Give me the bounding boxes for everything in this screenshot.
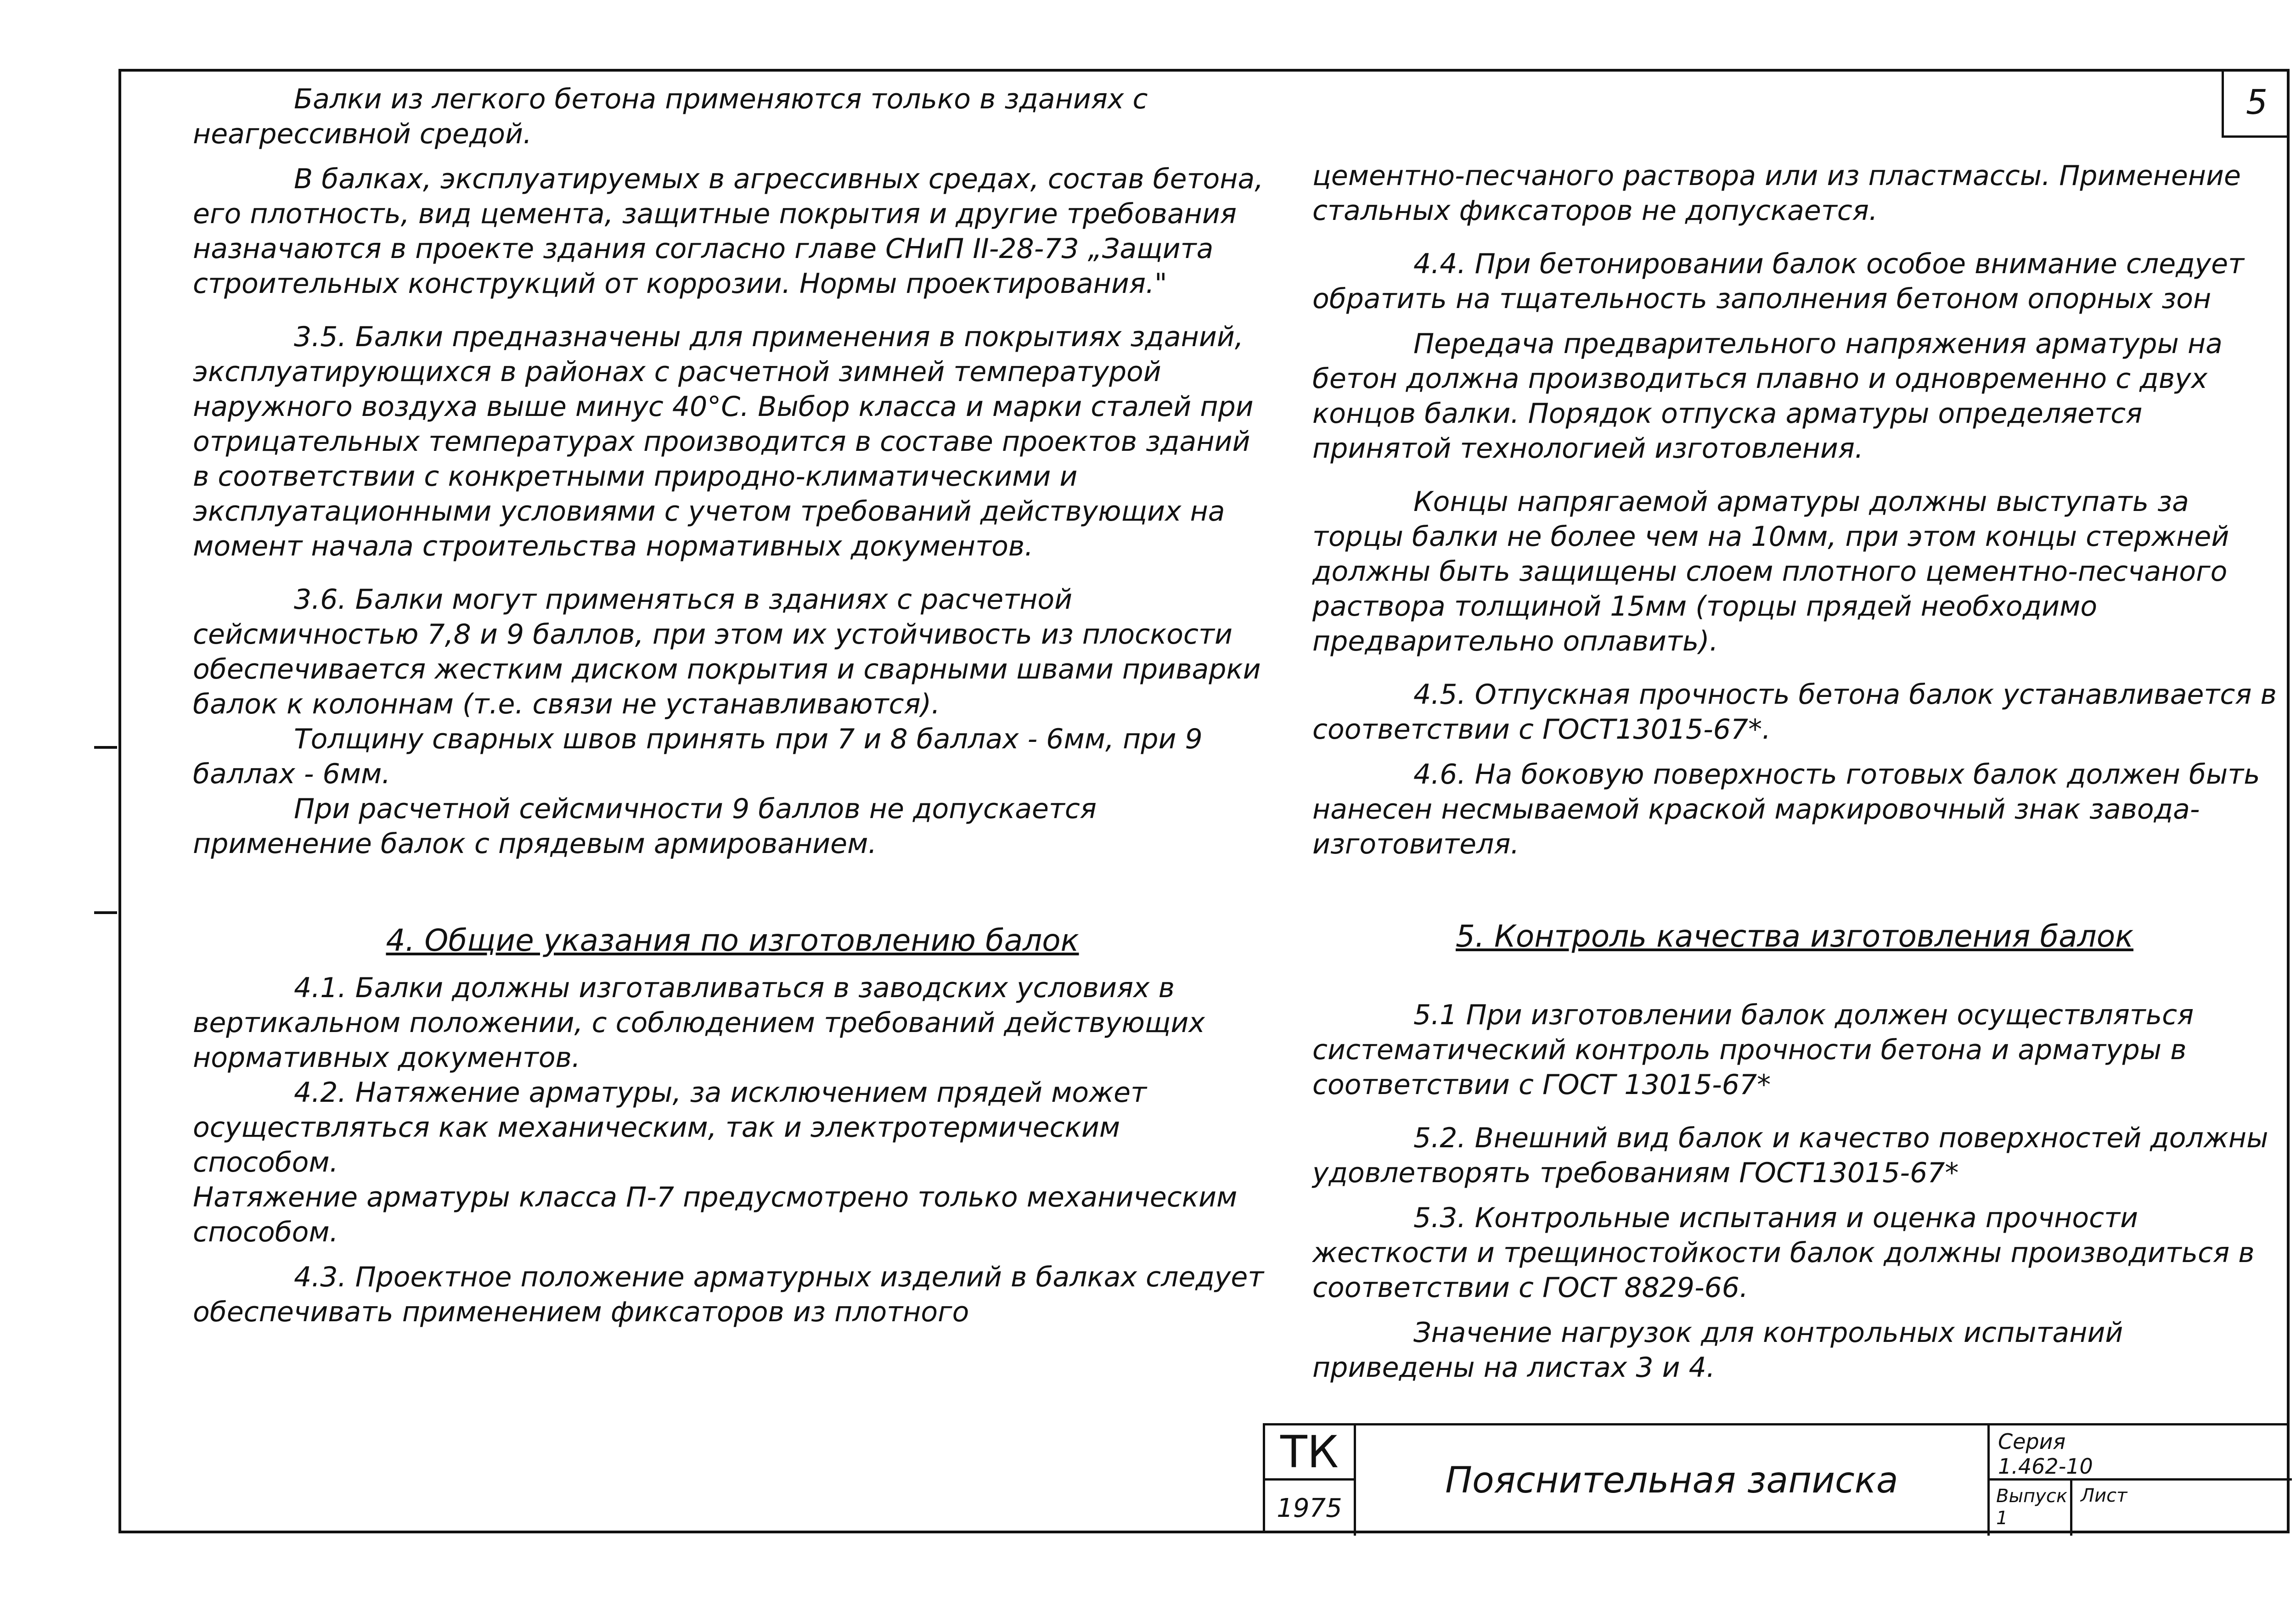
paragraph-4-6: 4.6. На боковую поверхность готовых балок должен быть нанесен несмываемой краской маркировочный знак завода-изготовителя. [1312,758,2260,860]
paragraph: Значение нагрузок для контрольных испытаний приведены на листах 3 и 4. [1312,1317,2123,1384]
series-value: 1.462-10 [1998,1454,2093,1479]
paragraph-4-1: 4.1. Балки должны изготавливаться в заводских условиях в вертикальном положении, с соблюдением требований действующих нормативных документов. [193,972,1205,1074]
paragraph-5-1: 5.1 При изготовлении балок должен осуществляться систематический контроль прочности бетона и арматуры в соответствии с ГОСТ 13015-67* [1312,999,2194,1101]
sheet-number: 5 [2222,69,2290,138]
title-block [1263,1423,2290,1533]
series-cell [1990,1425,2292,1481]
right-text-column [1312,158,2277,1385]
left-text-column [193,82,1272,1330]
paragraph-3-5: 3.5. Балки предназначены для применения в покрытиях зданий, эксплуатирующихся в районах с расчетной зимней температурой наружного воздуха выше минус 40°С. Выбор класса и марки сталей при отрицательных температурах производится в составе проектов зданий в соответствии с конкретными природно-климатическими и эксплуатационными условиями с учетом требований действующих на момент начала строительства нормативных документов. [193,321,1254,562]
paragraph: При расчетной сейсмичности 9 баллов не допускается применение балок с прядевым армированием. [193,793,1097,860]
paragraph-4-3: 4.3. Проектное положение арматурных изделий в балках следует обеспечивать применением фиксаторов из плотного [193,1261,1264,1328]
paragraph: Передача предварительного напряжения арматуры на бетон должна производиться плавно и одновременно с двух концов балки. Порядок отпуска арматуры определяется принятой технологией изготовления. [1312,328,2223,465]
paragraph: Балки из легкого бетона применяются только в зданиях с неагрессивной средой. [193,83,1148,150]
paragraph-4-5: 4.5. Отпускная прочность бетона балок устанавливается в соответствии с ГОСТ13015-67*. [1312,679,2277,746]
paragraph-5-3: 5.3. Контрольные испытания и оценка прочности жесткости и трещиностойкости балок должны производиться в соответствии с ГОСТ 8829-66. [1312,1202,2255,1304]
document-title: Пояснительная записка [1356,1425,1990,1536]
paragraph: цементно-песчаного раствора или из пластмассы. Применение стальных фиксаторов не допускается. [1312,160,2241,227]
paragraph: Толщину сварных швов принять при 7 и 8 баллах - 6мм, при 9 баллах - 6мм. [193,723,1203,790]
section-5-heading: 5. Контроль качества изготовления балок [1456,919,2133,954]
stamp-tk: ТК [1265,1425,1356,1481]
paragraph-4-4: 4.4. При бетонировании балок особое внимание следует обратить на тщательность заполнения бетоном опорных зон [1312,248,2245,315]
section-4-heading: 4. Общие указания по изготовлению балок [386,923,1079,958]
edge-tick-mark [94,746,117,749]
year: 1975 [1265,1481,1356,1536]
issue-label: Выпуск [1996,1486,2067,1507]
issue-cell [1990,1481,2072,1536]
issue-value: 1 [1996,1508,2008,1529]
series-label: Серия [1998,1429,2066,1454]
paragraph-3-6: 3.6. Балки могут применяться в зданиях с расчетной сейсмичностью 7,8 и 9 баллов, при этом их устойчивость из плоскости обеспечивается жестким диском покрытия и сварными швами приварки балок к колоннам (т.е. связи не устанавливаются). [193,583,1261,720]
paragraph: В балках, эксплуатируемых в агрессивных средах, состав бетона, его плотность, вид цемента, защитные покрытия и другие требования назначаются в проекте здания согласно главе СНиП II-28-73 „Защита строительных конструкций от коррозии. Нормы проектирования." [193,163,1264,300]
paragraph-5-2: 5.2. Внешний вид балок и качество поверхностей должны удовлетворять требованиям ГОСТ13015-67* [1312,1122,2268,1189]
paragraph-4-2: 4.2. Натяжение арматуры, за исключением прядей может осуществляться как механическим, так и электротермическим способом. [193,1077,1147,1178]
sheet-label: Лист [2081,1485,2127,1506]
paragraph: Натяжение арматуры класса П-7 предусмотрено только механическим способом. [193,1181,1238,1248]
edge-tick-mark [94,911,117,914]
paragraph: Концы напрягаемой арматуры должны выступать за торцы балки не более чем на 10мм, при этом концы стержней должны быть защищены слоем плотного цементно-песчаного раствора толщиной 15мм (торцы прядей необходимо предварительно оплавить). [1312,486,2229,657]
